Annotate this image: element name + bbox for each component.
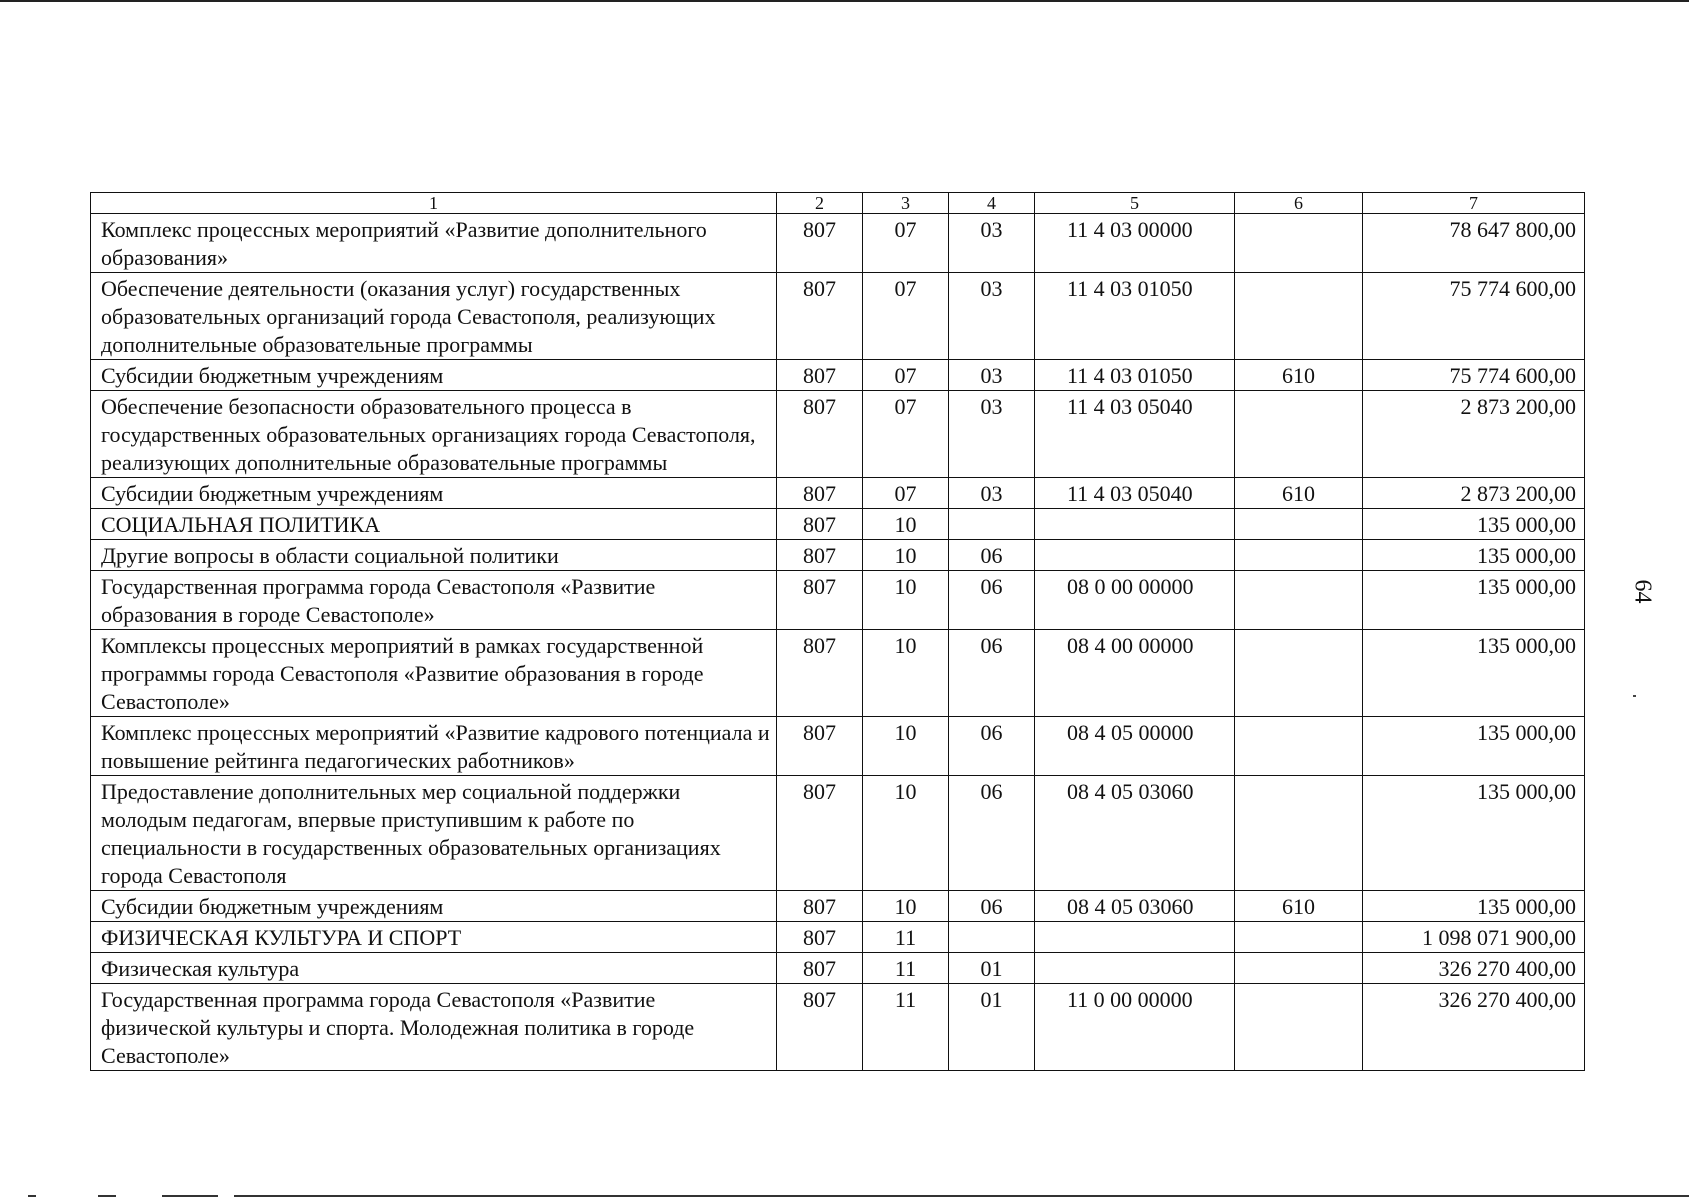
cell-razdel: 11 xyxy=(863,922,949,953)
cell-name: Физическая культура xyxy=(91,953,777,984)
cell-target-article: 11 4 03 05040 xyxy=(1035,391,1235,478)
cell-grbs: 807 xyxy=(777,776,863,891)
cell-name: Обеспечение деятельности (оказания услуг) государственных образовательных организаций города Севастополя, реализующих дополнительные образовательные программы xyxy=(91,273,777,360)
cell-grbs: 807 xyxy=(777,273,863,360)
cell-expense-type xyxy=(1235,776,1363,891)
cell-podrazdel: 06 xyxy=(949,571,1035,630)
cell-grbs: 807 xyxy=(777,571,863,630)
cell-podrazdel: 06 xyxy=(949,891,1035,922)
cell-amount: 135 000,00 xyxy=(1363,540,1585,571)
cell-podrazdel: 06 xyxy=(949,717,1035,776)
cell-expense-type xyxy=(1235,630,1363,717)
cell-podrazdel: 06 xyxy=(949,776,1035,891)
cell-grbs: 807 xyxy=(777,630,863,717)
cell-razdel: 07 xyxy=(863,391,949,478)
scan-mark xyxy=(162,1195,218,1197)
cell-expense-type xyxy=(1235,717,1363,776)
cell-expense-type xyxy=(1235,922,1363,953)
cell-expense-type: 610 xyxy=(1235,360,1363,391)
cell-expense-type xyxy=(1235,571,1363,630)
cell-target-article: 08 4 05 03060 xyxy=(1035,891,1235,922)
page-number: 64 xyxy=(1629,579,1656,604)
cell-podrazdel: 01 xyxy=(949,953,1035,984)
cell-amount: 135 000,00 xyxy=(1363,891,1585,922)
cell-grbs: 807 xyxy=(777,509,863,540)
cell-expense-type xyxy=(1235,509,1363,540)
cell-razdel: 07 xyxy=(863,360,949,391)
cell-razdel: 10 xyxy=(863,509,949,540)
cell-grbs: 807 xyxy=(777,214,863,273)
cell-podrazdel: 03 xyxy=(949,478,1035,509)
table-row xyxy=(91,953,1585,984)
table-row xyxy=(91,776,1585,891)
cell-name: Другие вопросы в области социальной политики xyxy=(91,540,777,571)
cell-podrazdel xyxy=(949,509,1035,540)
cell-grbs: 807 xyxy=(777,891,863,922)
cell-name: Субсидии бюджетным учреждениям xyxy=(91,478,777,509)
cell-name: Комплексы процессных мероприятий в рамках государственной программы города Севастополя «Развитие образования в городе Севастополе» xyxy=(91,630,777,717)
cell-podrazdel: 03 xyxy=(949,391,1035,478)
cell-razdel: 11 xyxy=(863,984,949,1071)
cell-name: Государственная программа города Севастополя «Развитие образования в городе Севастополе» xyxy=(91,571,777,630)
cell-podrazdel: 06 xyxy=(949,630,1035,717)
budget-table xyxy=(90,192,1585,1071)
header-cell: 3 xyxy=(863,193,949,214)
cell-razdel: 07 xyxy=(863,214,949,273)
budget-table-body xyxy=(91,193,1585,1071)
cell-razdel: 07 xyxy=(863,273,949,360)
cell-grbs: 807 xyxy=(777,984,863,1071)
cell-target-article xyxy=(1035,509,1235,540)
cell-expense-type xyxy=(1235,953,1363,984)
cell-target-article: 08 4 00 00000 xyxy=(1035,630,1235,717)
table-row xyxy=(91,922,1585,953)
cell-amount: 135 000,00 xyxy=(1363,717,1585,776)
cell-target-article: 11 4 03 05040 xyxy=(1035,478,1235,509)
cell-grbs: 807 xyxy=(777,922,863,953)
cell-amount: 75 774 600,00 xyxy=(1363,273,1585,360)
header-cell: 7 xyxy=(1363,193,1585,214)
cell-name: Обеспечение безопасности образовательного процесса в государственных образовательных организациях города Севастополя, реализующих дополнительные образовательные программы xyxy=(91,391,777,478)
cell-grbs: 807 xyxy=(777,391,863,478)
cell-podrazdel: 03 xyxy=(949,360,1035,391)
cell-amount: 75 774 600,00 xyxy=(1363,360,1585,391)
cell-target-article: 11 4 03 01050 xyxy=(1035,360,1235,391)
table-row xyxy=(91,360,1585,391)
cell-name: Комплекс процессных мероприятий «Развитие кадрового потенциала и повышение рейтинга педагогических работников» xyxy=(91,717,777,776)
cell-podrazdel xyxy=(949,922,1035,953)
cell-name: ФИЗИЧЕСКАЯ КУЛЬТУРА И СПОРТ xyxy=(91,922,777,953)
cell-expense-type: 610 xyxy=(1235,478,1363,509)
top-border-rule xyxy=(0,0,1689,2)
table-row xyxy=(91,984,1585,1071)
scan-mark xyxy=(234,1195,1689,1197)
table-row xyxy=(91,478,1585,509)
cell-amount: 326 270 400,00 xyxy=(1363,953,1585,984)
header-cell: 4 xyxy=(949,193,1035,214)
cell-target-article: 08 0 00 00000 xyxy=(1035,571,1235,630)
cell-amount: 2 873 200,00 xyxy=(1363,391,1585,478)
table-row xyxy=(91,630,1585,717)
cell-target-article: 08 4 05 00000 xyxy=(1035,717,1235,776)
cell-amount: 326 270 400,00 xyxy=(1363,984,1585,1071)
cell-expense-type xyxy=(1235,391,1363,478)
cell-razdel: 10 xyxy=(863,891,949,922)
cell-target-article: 08 4 05 03060 xyxy=(1035,776,1235,891)
table-row xyxy=(91,717,1585,776)
cell-razdel: 10 xyxy=(863,776,949,891)
cell-name: Предоставление дополнительных мер социальной поддержки молодым педагогам, впервые приступившим к работе по специальности в государственных образовательных организациях города Севастополя xyxy=(91,776,777,891)
cell-grbs: 807 xyxy=(777,478,863,509)
cell-razdel: 11 xyxy=(863,953,949,984)
cell-grbs: 807 xyxy=(777,717,863,776)
table-row xyxy=(91,540,1585,571)
cell-expense-type xyxy=(1235,984,1363,1071)
cell-expense-type xyxy=(1235,540,1363,571)
cell-target-article: 11 4 03 01050 xyxy=(1035,273,1235,360)
cell-target-article xyxy=(1035,922,1235,953)
cell-grbs: 807 xyxy=(777,953,863,984)
cell-amount: 78 647 800,00 xyxy=(1363,214,1585,273)
cell-razdel: 10 xyxy=(863,571,949,630)
cell-grbs: 807 xyxy=(777,540,863,571)
cell-amount: 135 000,00 xyxy=(1363,571,1585,630)
cell-podrazdel: 01 xyxy=(949,984,1035,1071)
header-cell: 6 xyxy=(1235,193,1363,214)
cell-expense-type xyxy=(1235,214,1363,273)
cell-podrazdel: 03 xyxy=(949,273,1035,360)
cell-amount: 135 000,00 xyxy=(1363,630,1585,717)
cell-razdel: 10 xyxy=(863,540,949,571)
cell-target-article: 11 4 03 00000 xyxy=(1035,214,1235,273)
cell-name: Субсидии бюджетным учреждениям xyxy=(91,891,777,922)
cell-target-article xyxy=(1035,540,1235,571)
cell-razdel: 10 xyxy=(863,630,949,717)
scan-mark xyxy=(98,1195,116,1197)
header-cell: 2 xyxy=(777,193,863,214)
cell-grbs: 807 xyxy=(777,360,863,391)
scan-speck xyxy=(1633,695,1636,697)
table-row xyxy=(91,273,1585,360)
header-cell: 1 xyxy=(91,193,777,214)
scan-bottom-marks xyxy=(0,1195,1689,1197)
cell-podrazdel: 03 xyxy=(949,214,1035,273)
cell-amount: 135 000,00 xyxy=(1363,776,1585,891)
cell-name: Субсидии бюджетным учреждениям xyxy=(91,360,777,391)
table-header-row xyxy=(91,193,1585,214)
cell-podrazdel: 06 xyxy=(949,540,1035,571)
cell-amount: 1 098 071 900,00 xyxy=(1363,922,1585,953)
cell-expense-type: 610 xyxy=(1235,891,1363,922)
cell-name: СОЦИАЛЬНАЯ ПОЛИТИКА xyxy=(91,509,777,540)
cell-target-article xyxy=(1035,953,1235,984)
cell-razdel: 07 xyxy=(863,478,949,509)
table-row xyxy=(91,891,1585,922)
cell-target-article: 11 0 00 00000 xyxy=(1035,984,1235,1071)
header-cell: 5 xyxy=(1035,193,1235,214)
cell-razdel: 10 xyxy=(863,717,949,776)
scan-mark xyxy=(28,1195,36,1197)
cell-expense-type xyxy=(1235,273,1363,360)
table-row xyxy=(91,509,1585,540)
cell-amount: 135 000,00 xyxy=(1363,509,1585,540)
cell-name: Государственная программа города Севастополя «Развитие физической культуры и спорта. Молодежная политика в городе Севастополе» xyxy=(91,984,777,1071)
cell-amount: 2 873 200,00 xyxy=(1363,478,1585,509)
table-row xyxy=(91,571,1585,630)
table-row xyxy=(91,214,1585,273)
cell-name: Комплекс процессных мероприятий «Развитие дополнительного образования» xyxy=(91,214,777,273)
table-row xyxy=(91,391,1585,478)
